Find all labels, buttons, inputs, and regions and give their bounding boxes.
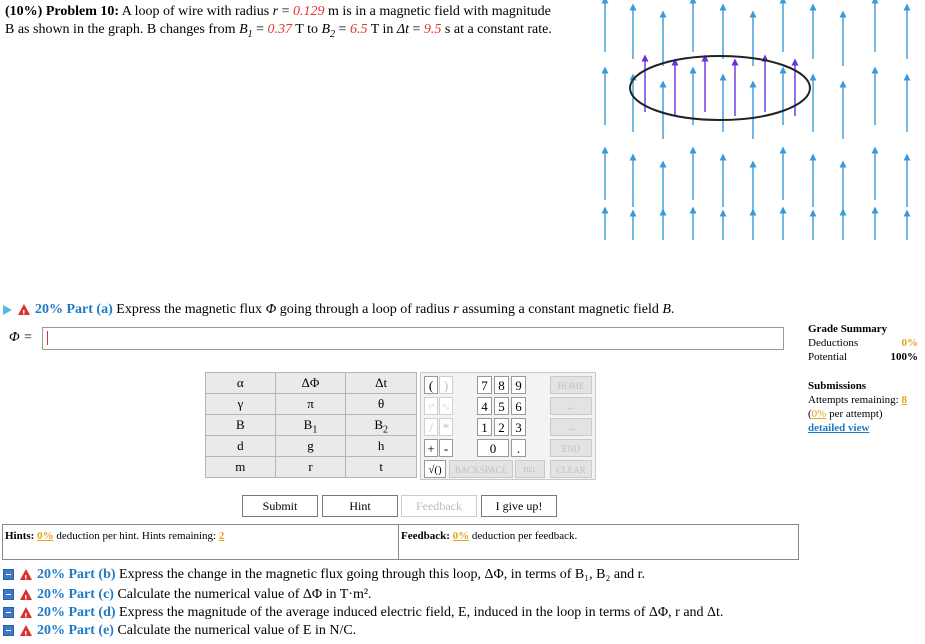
part-label: Part (c) — [68, 587, 114, 602]
key-b2-letter: B — [374, 417, 383, 432]
problem-text: s at a constant rate. — [441, 22, 552, 37]
key-b2-sub: 2 — [383, 424, 388, 436]
key-delta-t[interactable]: Δt — [346, 373, 417, 394]
b2-sub: 2 — [330, 28, 336, 40]
attempts-label: Attempts remaining: — [808, 394, 902, 406]
per-attempt-text: per attempt) — [826, 408, 883, 420]
key-d[interactable]: d — [206, 436, 276, 457]
part-a-text: Express the magnetic flux — [112, 302, 266, 317]
key-plus[interactable]: + — [424, 439, 438, 457]
part-a-label: Part (a) — [66, 302, 113, 317]
problem-title: Problem 10: — [45, 4, 120, 19]
deductions-label: Deductions — [808, 337, 859, 349]
key-paren-open[interactable]: ( — [424, 376, 438, 394]
key-down-caret[interactable]: ^↓ — [439, 397, 453, 415]
b2-value: 6.5 — [349, 22, 368, 37]
part-b-row[interactable] — [3, 566, 645, 584]
potential-value: 100% — [890, 351, 918, 363]
part-label: Part (e) — [68, 623, 114, 638]
key-del[interactable]: DEL — [515, 460, 545, 478]
key-3[interactable]: 3 — [511, 418, 526, 436]
detailed-view-link[interactable]: detailed view — [808, 422, 870, 434]
part-d-row[interactable] — [3, 604, 723, 622]
problem-weight: (10%) — [5, 4, 43, 19]
key-paren-close[interactable]: ) — [439, 376, 453, 394]
b1-sub: 1 — [247, 28, 253, 40]
grade-summary — [808, 322, 918, 435]
part-c-row[interactable] — [3, 586, 372, 604]
attempts-value: 8 — [901, 394, 907, 406]
hints-remaining: 2 — [218, 530, 225, 542]
part-a-text: assuming a constant magnetic field — [458, 302, 663, 317]
hints-text: deduction per hint. Hints remaining: — [53, 530, 219, 542]
key-b1[interactable] — [275, 415, 346, 436]
part-a-percent: 20% — [35, 302, 63, 317]
symbol-keypad — [205, 372, 417, 478]
dt-value: 9.5 — [423, 22, 442, 37]
b1-value: 0.37 — [267, 22, 293, 37]
problem-text: A loop of wire with radius — [121, 4, 273, 19]
key-theta[interactable]: θ — [346, 394, 417, 415]
b-symbol: B — [662, 302, 671, 317]
part-a-text: . — [670, 302, 675, 317]
part-text: Calculate the numerical value of E in N/C. — [113, 623, 357, 638]
key-end[interactable]: END — [550, 439, 592, 457]
expand-triangle-icon[interactable] — [3, 305, 12, 315]
submissions-title: Submissions — [808, 380, 867, 392]
key-b1-letter: B — [303, 417, 313, 432]
key-b1-sub: 1 — [312, 424, 318, 436]
part-percent: 20% — [37, 587, 65, 602]
key-delta-phi[interactable]: ΔΦ — [275, 373, 346, 394]
key-0[interactable]: 0 — [477, 439, 509, 457]
key-up-caret[interactable]: ↑^ — [424, 397, 438, 415]
problem-text: m is in a magnetic field with magnitude — [324, 4, 551, 19]
dt-symbol: Δt — [396, 22, 409, 37]
key-sqrt[interactable]: √() — [424, 460, 446, 478]
problem-text: T to — [292, 22, 322, 37]
problem-text: T in — [367, 22, 397, 37]
key-b2[interactable] — [346, 415, 417, 436]
feedback-label: Feedback: — [401, 530, 450, 542]
key-divide[interactable]: / — [424, 418, 438, 436]
key-left-arrow[interactable]: ← — [550, 397, 592, 415]
feedback-percent: 0% — [452, 530, 470, 542]
submit-button[interactable]: Submit — [242, 495, 318, 517]
per-attempt-percent: 0% — [811, 408, 827, 420]
equals: = — [252, 22, 268, 37]
feedback-box — [399, 524, 799, 560]
part-e-row[interactable] — [3, 622, 356, 640]
answer-input[interactable] — [42, 327, 784, 350]
part-text: Calculate the numerical value of ΔΦ in T·m². — [113, 587, 372, 602]
grade-summary-title: Grade Summary — [808, 323, 888, 335]
warning-icon — [20, 589, 32, 600]
give-up-button[interactable]: I give up! — [481, 495, 557, 517]
key-decimal[interactable]: . — [511, 439, 526, 457]
paren: ( — [808, 408, 812, 420]
part-percent: 20% — [37, 567, 65, 582]
collapse-icon[interactable] — [3, 569, 14, 580]
feedback-text: deduction per feedback. — [469, 530, 578, 542]
key-backspace[interactable]: BACKSPACE — [449, 460, 513, 478]
key-m[interactable]: m — [206, 457, 276, 478]
key-2[interactable]: 2 — [494, 418, 509, 436]
key-h[interactable]: h — [346, 436, 417, 457]
key-minus[interactable]: - — [439, 439, 453, 457]
problem-text: B as shown in the graph. B changes from — [5, 22, 240, 37]
key-home[interactable]: HOME — [550, 376, 592, 394]
key-g[interactable]: g — [275, 436, 346, 457]
key-6[interactable]: 6 — [511, 397, 526, 415]
key-clear[interactable]: CLEAR — [550, 460, 592, 478]
r-symbol: r — [453, 302, 459, 317]
hints-box — [2, 524, 399, 560]
warning-icon — [20, 569, 32, 580]
key-times[interactable]: * — [439, 418, 453, 436]
key-7[interactable]: 7 — [477, 376, 492, 394]
key-r[interactable]: r — [275, 457, 346, 478]
collapse-icon[interactable] — [3, 589, 14, 600]
answer-label: Φ = — [9, 330, 33, 345]
collapse-icon[interactable] — [3, 607, 14, 618]
key-gamma[interactable]: γ — [206, 394, 276, 415]
hints-percent: 0% — [37, 530, 54, 542]
b1-symbol: B — [239, 22, 248, 37]
part-text: Express the magnitude of the average induced electric field, E, induced in the loop in terms of ΔΦ, r and Δt. — [115, 605, 724, 620]
phi-symbol: Φ — [265, 302, 277, 317]
part-text: Express the change in the magnetic flux going through this loop, ΔΦ, in terms of B₁, B₂ and r. — [115, 567, 645, 582]
key-pi[interactable]: π — [275, 394, 346, 415]
numeric-keypad — [420, 372, 596, 480]
key-t[interactable]: t — [346, 457, 417, 478]
hint-button[interactable]: Hint — [322, 495, 398, 517]
equals: = — [335, 22, 350, 37]
key-4[interactable]: 4 — [477, 397, 492, 415]
text-caret — [47, 331, 48, 345]
key-b[interactable]: B — [206, 415, 276, 436]
key-alpha[interactable]: α — [206, 373, 276, 394]
potential-label: Potential — [808, 351, 848, 363]
magnetic-field-figure — [585, 0, 925, 245]
key-5[interactable]: 5 — [494, 397, 509, 415]
part-percent: 20% — [37, 605, 65, 620]
r-symbol: r — [272, 4, 279, 19]
warning-icon — [20, 625, 32, 636]
feedback-button[interactable]: Feedback — [401, 495, 477, 517]
warning-icon — [20, 607, 32, 618]
equals: = — [278, 4, 294, 19]
collapse-icon[interactable] — [3, 625, 14, 636]
key-right-arrow[interactable]: → — [550, 418, 592, 436]
part-a-header — [3, 301, 674, 319]
key-8[interactable]: 8 — [494, 376, 509, 394]
part-label: Part (d) — [68, 605, 116, 620]
equals: = — [409, 22, 424, 37]
r-value: 0.129 — [293, 4, 325, 19]
warning-icon — [18, 304, 30, 315]
part-a-text: going through a loop of radius — [276, 302, 454, 317]
hints-label: Hints: — [5, 530, 35, 542]
field-arrows — [605, 0, 907, 240]
part-label: Part (b) — [68, 567, 116, 582]
key-9[interactable]: 9 — [511, 376, 526, 394]
key-1[interactable]: 1 — [477, 418, 492, 436]
part-percent: 20% — [37, 623, 65, 638]
deductions-value: 0% — [901, 337, 918, 349]
b2-symbol: B — [321, 22, 331, 37]
problem-statement — [5, 3, 595, 39]
